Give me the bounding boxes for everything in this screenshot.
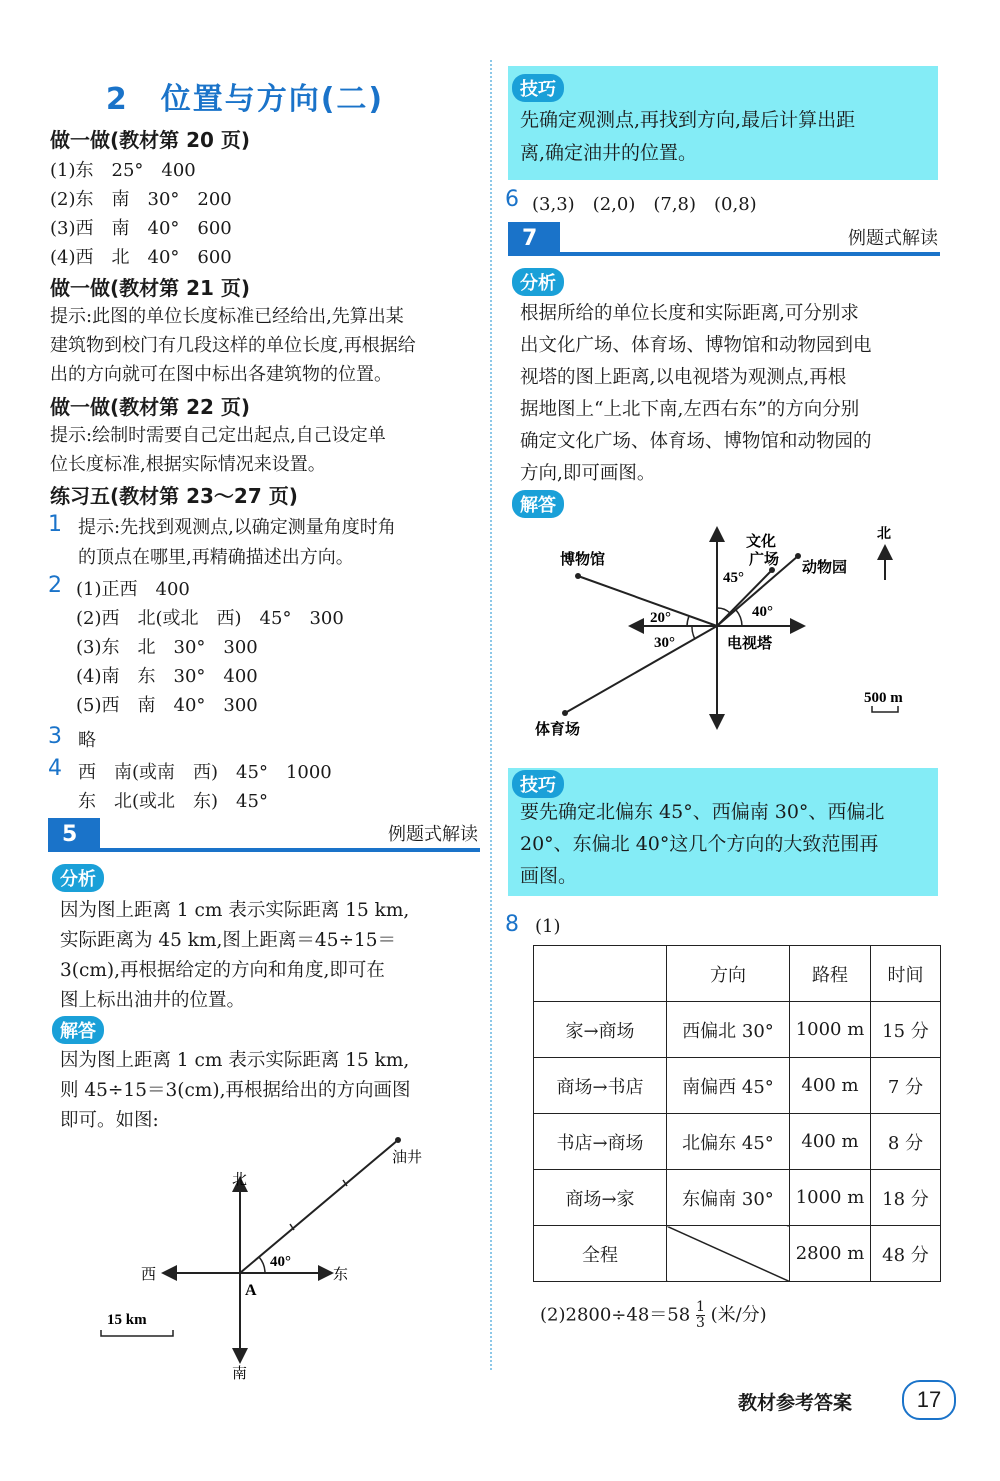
- angle-arc: [692, 626, 695, 639]
- analysis-badge: 分析: [52, 864, 104, 892]
- angle-label: 40°: [270, 1254, 291, 1270]
- angle-label: 45°: [723, 570, 744, 586]
- answer-badge: 解答: [512, 490, 564, 518]
- answer-text: (2)2800÷48＝58: [540, 1304, 691, 1326]
- culture-square-label: 文化: [746, 532, 777, 550]
- angle-arc: [259, 1257, 265, 1273]
- target-label: 油井: [392, 1148, 423, 1166]
- zoo-label: 动物园: [802, 558, 848, 576]
- text-line: 因为图上距离 1 cm 表示实际距离 15 km,: [60, 900, 410, 921]
- text-line: 确定文化广场、体育场、博物馆和动物园的: [520, 431, 872, 452]
- tv-tower-diagram: [520, 518, 940, 758]
- table-cell: 400 m: [790, 1114, 871, 1170]
- museum-point: [575, 573, 581, 579]
- table-cell: 48 分: [871, 1226, 941, 1282]
- text-line: 提示:绘制时需要自己定出起点,自己设定单: [50, 425, 386, 446]
- angle-label: 40°: [752, 604, 773, 620]
- part2-answer: [540, 1300, 767, 1331]
- table-row: [534, 1002, 941, 1058]
- answer-line: (1)东 25° 400: [50, 160, 196, 181]
- text-line: 根据所给的单位长度和实际距离,可分别求: [520, 303, 859, 324]
- tower-label: 电视塔: [727, 634, 773, 652]
- text-line: 位长度标准,根据实际情况来设置。: [50, 454, 326, 475]
- answer-line: (2)东 南 30° 200: [50, 189, 232, 210]
- route-table: [533, 945, 941, 1282]
- direction-line: [240, 1140, 398, 1273]
- answer-line: (4)南 东 30° 400: [76, 666, 258, 687]
- question-number: 6: [505, 187, 519, 212]
- table-cell: 1000 m: [790, 1002, 871, 1058]
- text-line: 实际距离为 45 km,图上距离＝45÷15＝: [60, 930, 397, 951]
- answer-badge: 解答: [52, 1016, 104, 1044]
- question-number: 3: [48, 724, 62, 749]
- oil-well-point: [395, 1137, 401, 1143]
- answer-line: 略: [78, 730, 96, 751]
- west-label: 西: [141, 1265, 157, 1283]
- table-cell: 1000 m: [790, 1170, 871, 1226]
- answer-unit: (米/分): [710, 1304, 767, 1326]
- text-line: 视塔的图上距离,以电视塔为观测点,再根: [520, 367, 847, 388]
- footer-text: 教材参考答案: [738, 1392, 853, 1414]
- table-cell: 西偏北 30°: [667, 1002, 790, 1058]
- column-divider: [490, 60, 492, 1370]
- section-heading: 做一做(教材第 22 页): [50, 395, 251, 419]
- text-line: 建筑物到校门有几段这样的单位长度,再根据给: [50, 335, 416, 356]
- museum-line: [578, 576, 717, 626]
- question-number: 5: [62, 822, 78, 847]
- scale-bar: [101, 1330, 173, 1336]
- table-cell: 15 分: [871, 1002, 941, 1058]
- text-line: 出的方向就可在图中标出各建筑物的位置。: [50, 364, 392, 385]
- table-cell: 东偏南 30°: [667, 1170, 790, 1226]
- question-bar: [48, 818, 100, 851]
- text-line: 即可。如图:: [60, 1110, 159, 1131]
- bar-tag: 例题式解读: [388, 824, 478, 845]
- text-line: 提示:先找到观测点,以确定测量角度时角: [78, 517, 396, 538]
- table-cell-diagonal: [667, 1226, 790, 1282]
- question-number: 4: [48, 756, 62, 781]
- text-line: 图上标出油井的位置。: [60, 990, 246, 1011]
- table-header-cell: 时间: [871, 946, 941, 1002]
- page-number: 17: [902, 1380, 956, 1420]
- text-line: 据地图上“上北下南,左西右东”的方向分别: [520, 399, 860, 420]
- stadium-label: 体育场: [535, 720, 581, 738]
- table-cell: 南偏西 45°: [667, 1058, 790, 1114]
- south-label: 南: [232, 1364, 248, 1380]
- text-line: 20°、东偏北 40°这几个方向的大致范围再: [520, 833, 879, 855]
- tip-text: [520, 104, 935, 170]
- text-line: 提示:此图的单位长度标准已经给出,先算出某: [50, 306, 404, 327]
- table-row: [534, 1226, 941, 1282]
- table-row: [534, 1058, 941, 1114]
- north-label: 北: [232, 1170, 248, 1188]
- section-heading: 做一做(教材第 20 页): [50, 128, 251, 152]
- table-cell: 书店→商场: [534, 1114, 667, 1170]
- angle-label: 30°: [654, 635, 675, 651]
- fraction: [696, 1300, 705, 1331]
- table-cell: 7 分: [871, 1058, 941, 1114]
- angle-arc: [736, 610, 742, 626]
- text-line: 方向,即可画图。: [520, 463, 656, 484]
- text-line: 离,确定油井的位置。: [520, 142, 698, 164]
- text-line: 先确定观测点,再找到方向,最后计算出距: [520, 109, 856, 131]
- answer-line: (3,3) (2,0) (7,8) (0,8): [532, 194, 757, 215]
- answer-line: 西 南(或南 西) 45° 1000: [78, 762, 332, 783]
- table-header-cell: 方向: [667, 946, 790, 1002]
- table-row: [534, 1170, 941, 1226]
- angle-label: 20°: [650, 610, 671, 626]
- bar-tag: 例题式解读: [848, 228, 938, 249]
- scale-label: 15 km: [107, 1312, 147, 1328]
- tip-text: [520, 796, 935, 892]
- answer-line: (3)东 北 30° 300: [76, 637, 258, 658]
- oil-well-diagram: [95, 1120, 475, 1380]
- bar-underline: [48, 848, 480, 852]
- text-line: 要先确定北偏东 45°、西偏南 30°、西偏北: [520, 801, 885, 823]
- question-number: 7: [522, 226, 538, 251]
- table-cell: 家→商场: [534, 1002, 667, 1058]
- text-line: 3(cm),再根据给定的方向和角度,即可在: [60, 960, 385, 981]
- question-number: 1: [48, 512, 62, 537]
- angle-arc: [717, 608, 730, 613]
- question-number: 2: [48, 573, 62, 598]
- table-header-cell: 路程: [790, 946, 871, 1002]
- table-cell: 全程: [534, 1226, 667, 1282]
- table-cell: 2800 m: [790, 1226, 871, 1282]
- bar-underline: [508, 252, 940, 256]
- tip-badge: 技巧: [512, 770, 564, 798]
- table-cell: 商场→家: [534, 1170, 667, 1226]
- table-header-cell: [534, 946, 667, 1002]
- point-label: A: [245, 1282, 257, 1299]
- page-title: 2 位置与方向(二): [105, 82, 385, 117]
- part-label: (1): [535, 916, 561, 937]
- table-header-row: [534, 946, 941, 1002]
- text-line: 出文化广场、体育场、博物馆和动物园到电: [520, 335, 872, 356]
- zoo-point: [795, 553, 801, 559]
- text-line: 则 45÷15＝3(cm),再根据给出的方向画图: [60, 1080, 411, 1101]
- question-number: 8: [505, 912, 519, 937]
- table-row: [534, 1114, 941, 1170]
- text-line: 因为图上距离 1 cm 表示实际距离 15 km,: [60, 1050, 410, 1071]
- table-cell: 18 分: [871, 1170, 941, 1226]
- culture-square-label: 广场: [749, 550, 780, 568]
- answer-line: (4)西 北 40° 600: [50, 247, 232, 268]
- museum-label: 博物馆: [560, 550, 606, 568]
- scale-bar: [872, 706, 898, 712]
- table-cell: 商场→书店: [534, 1058, 667, 1114]
- stadium-point: [562, 710, 568, 716]
- text-line: 画图。: [520, 865, 578, 887]
- fraction-denominator: 3: [695, 1315, 705, 1331]
- angle-arc: [687, 616, 689, 626]
- analysis-text: [520, 298, 940, 490]
- answer-line: (1)正西 400: [76, 579, 190, 600]
- fraction-numerator: 1: [695, 1299, 705, 1315]
- question-bar: [508, 222, 560, 255]
- analysis-text: [60, 896, 480, 1016]
- answer-line: 东 北(或北 东) 45°: [78, 791, 268, 812]
- north-label: 北: [877, 526, 891, 542]
- table-cell: 北偏东 45°: [667, 1114, 790, 1170]
- answer-line: (5)西 南 40° 300: [76, 695, 258, 716]
- section-heading: 做一做(教材第 21 页): [50, 276, 251, 300]
- scale-label: 500 m: [864, 690, 903, 706]
- table-cell: 400 m: [790, 1058, 871, 1114]
- analysis-badge: 分析: [512, 268, 564, 296]
- tip-badge: 技巧: [512, 74, 564, 102]
- table-cell: 8 分: [871, 1114, 941, 1170]
- text-line: 的顶点在哪里,再精确描述出方向。: [78, 547, 354, 568]
- answer-line: (2)西 北(或北 西) 45° 300: [76, 608, 344, 629]
- answer-line: (3)西 南 40° 600: [50, 218, 232, 239]
- east-label: 东: [333, 1265, 349, 1283]
- section-heading: 练习五(教材第 23～27 页): [50, 484, 298, 508]
